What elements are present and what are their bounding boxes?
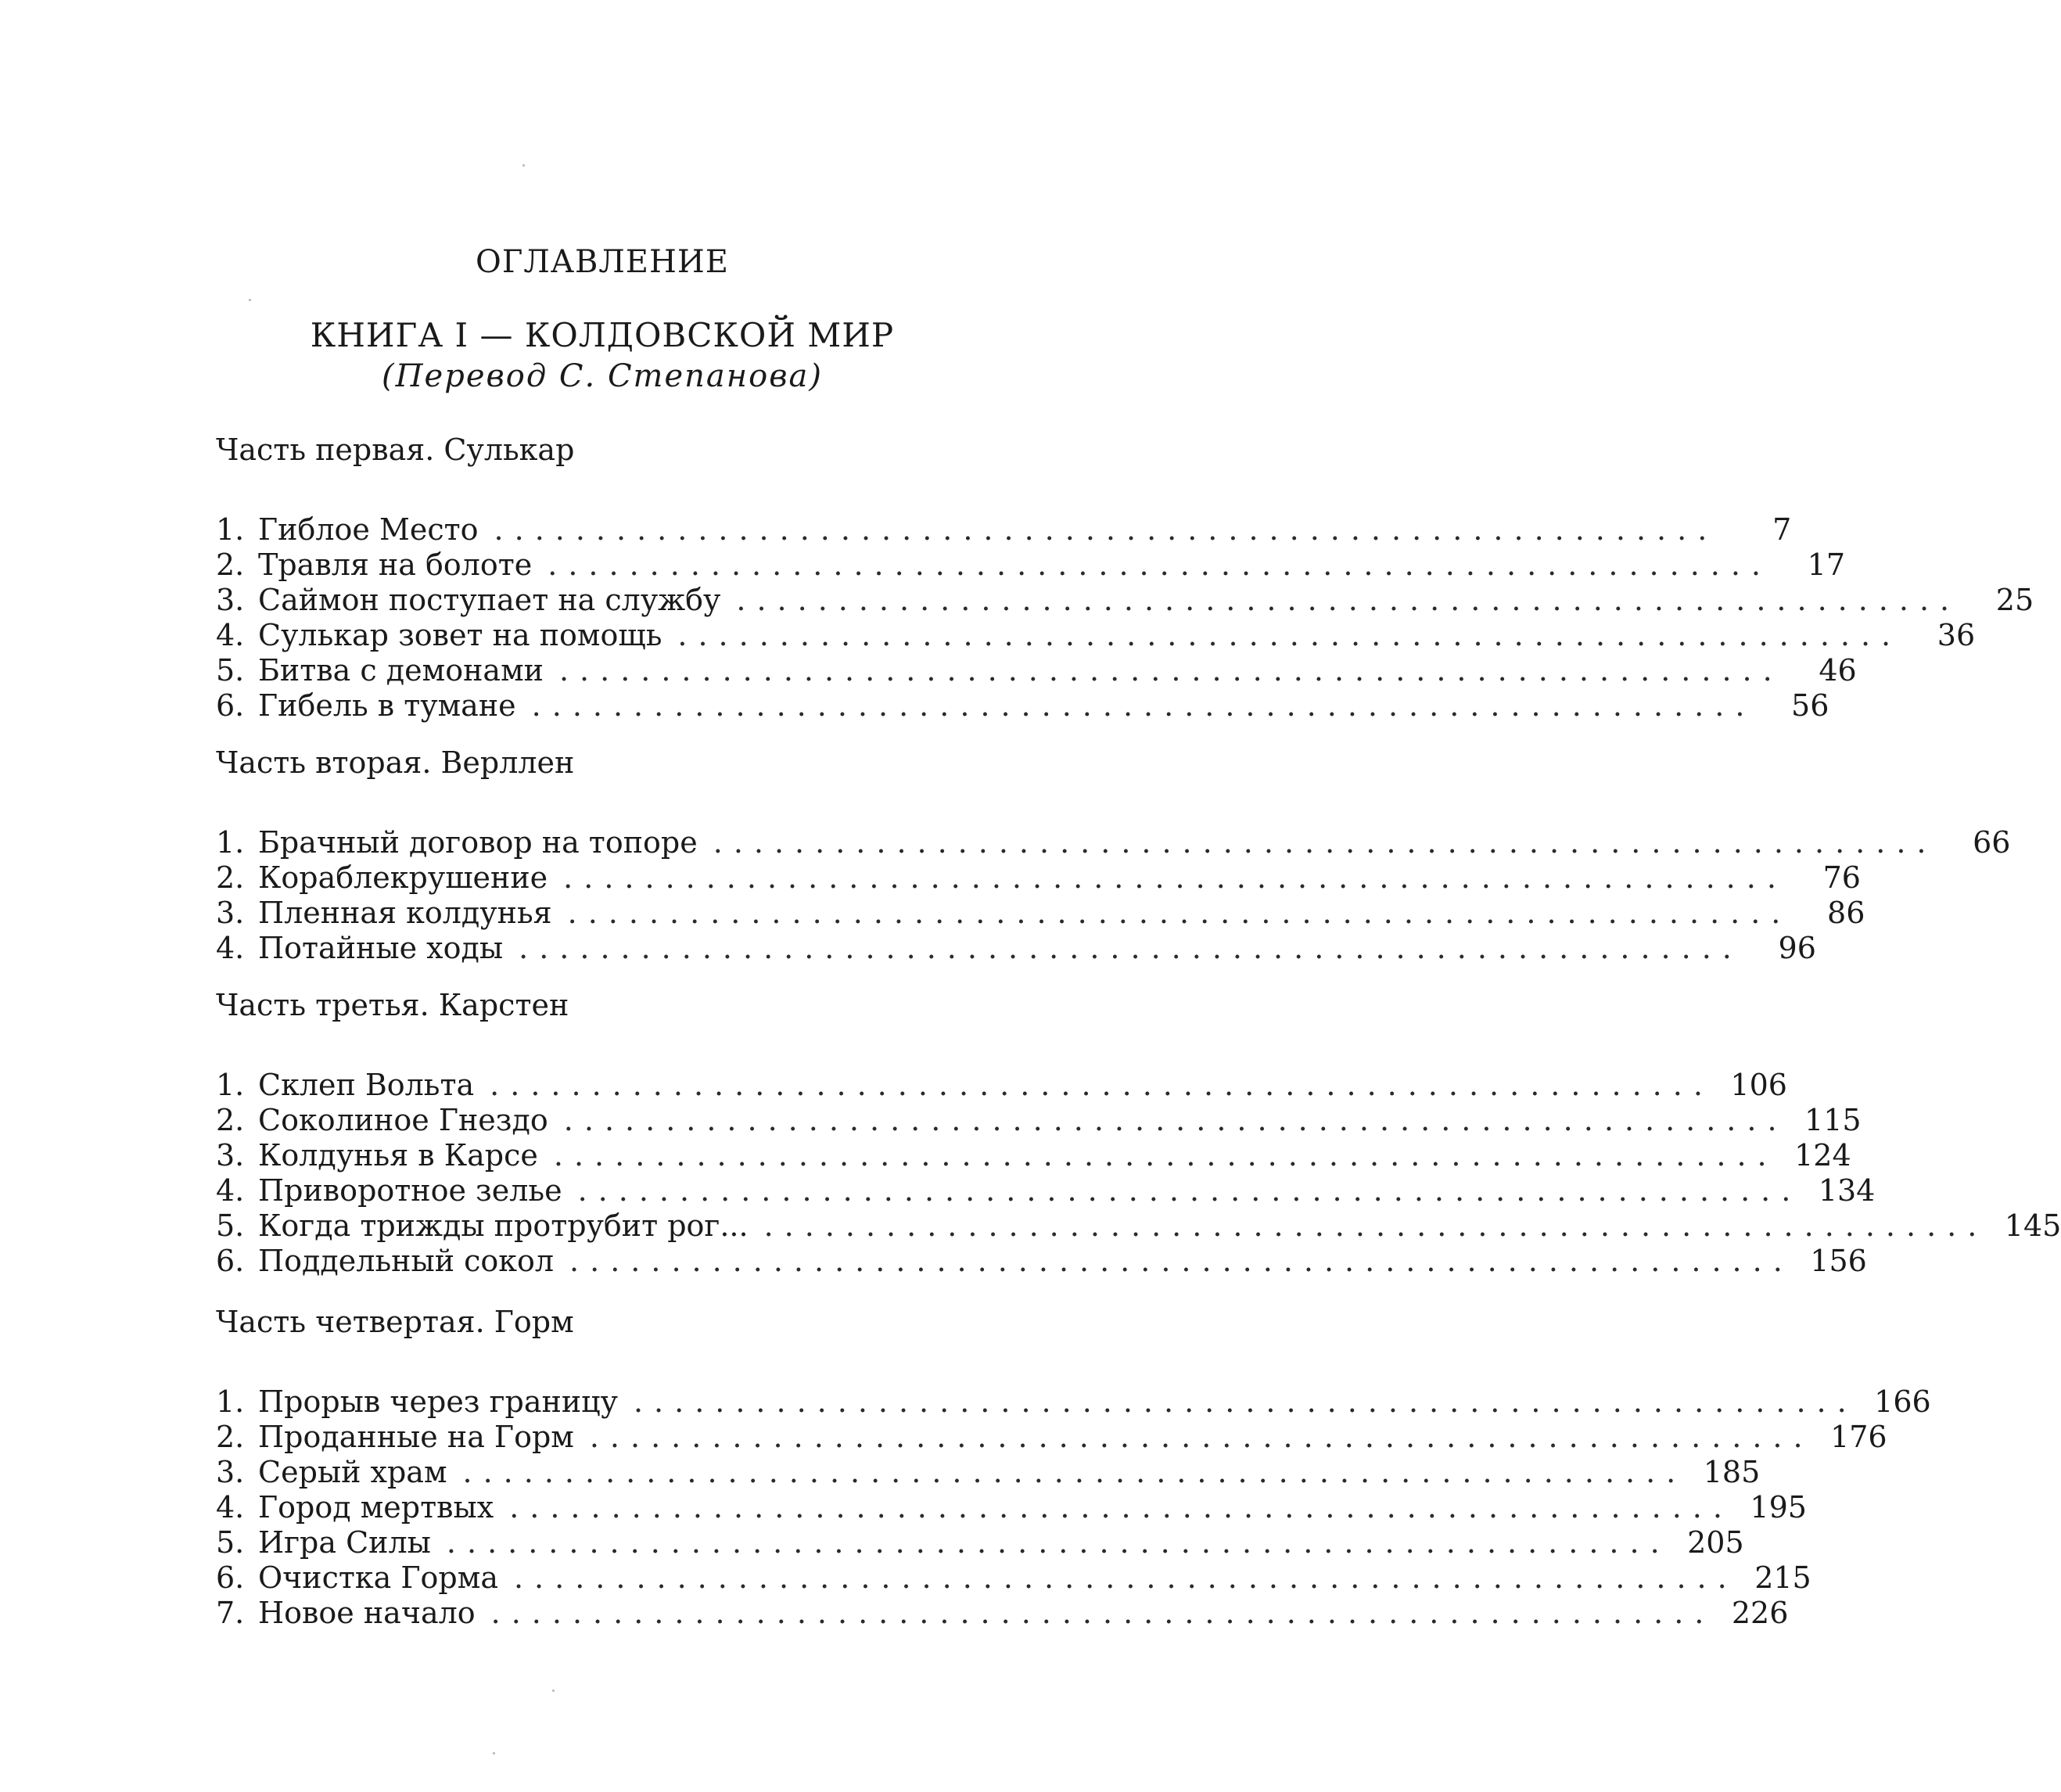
dot-leader: ............................................................	[494, 512, 1718, 547]
entry-page-number: 17	[1807, 548, 1846, 582]
toc-entry-list	[216, 1384, 1931, 1631]
toc-entry-list	[216, 825, 2011, 966]
entry-title: Поддельный сокол	[258, 1244, 555, 1278]
toc-entry	[216, 1384, 1931, 1420]
toc-entry	[216, 583, 2034, 618]
part-title: Часть третья. Карстен	[216, 988, 569, 1022]
entry-title: Брачный договор на топоре	[258, 825, 698, 860]
entry-number: 3.	[216, 1455, 245, 1489]
entry-title: Приворотное зелье	[258, 1173, 562, 1208]
entry-page-number: 145	[2004, 1208, 2061, 1243]
toc-entry	[216, 1490, 1807, 1525]
entry-page-number: 166	[1874, 1384, 1931, 1419]
dot-leader: ............................................................	[763, 1208, 1988, 1243]
dot-leader: ............................................................	[490, 1596, 1715, 1630]
entry-page-number: 7	[1772, 512, 1792, 547]
toc-heading: ОГЛАВЛЕНИЕ	[476, 244, 729, 280]
dot-leader: ............................................................	[569, 1244, 1794, 1278]
scan-speck	[249, 299, 251, 301]
part-title: Часть вторая. Верллен	[216, 745, 575, 780]
dot-leader: ............................................................	[553, 1138, 1778, 1173]
part-title: Часть первая. Сулькар	[216, 433, 575, 467]
dot-leader: ............................................................	[490, 1068, 1714, 1102]
translator-credit: (Перевод С. Степанова)	[382, 358, 823, 394]
entry-page-number: 106	[1730, 1068, 1787, 1102]
entry-page-number: 96	[1778, 931, 1816, 965]
toc-entry	[216, 896, 1865, 931]
toc-entry	[216, 1455, 1761, 1490]
entry-number: 2.	[216, 548, 245, 582]
dot-leader: ............................................................	[633, 1384, 1858, 1419]
toc-entry	[216, 1208, 2061, 1244]
toc-entry	[216, 548, 1846, 583]
dot-leader: ............................................................	[513, 1560, 1738, 1595]
dot-leader: ............................................................	[677, 618, 1902, 652]
entry-number: 6.	[216, 1560, 245, 1595]
dot-leader: ............................................................	[577, 1173, 1802, 1208]
entry-number: 7.	[216, 1596, 245, 1630]
entry-number: 2.	[216, 1420, 245, 1454]
entry-page-number: 46	[1819, 653, 1857, 688]
dot-leader: ............................................................	[462, 1455, 1687, 1489]
toc-entry	[216, 1138, 1851, 1173]
entry-title: Потайные ходы	[258, 931, 504, 965]
toc-entry	[216, 931, 1816, 966]
entry-number: 4.	[216, 1173, 245, 1208]
part-title: Часть четвертая. Горм	[216, 1305, 574, 1339]
toc-part-2	[216, 739, 2011, 966]
entry-title: Гиблое Место	[258, 512, 479, 547]
entry-number: 1.	[216, 512, 245, 547]
entry-title: Когда трижды протрубит рог...	[258, 1208, 749, 1243]
toc-entry	[216, 1173, 1876, 1208]
dot-leader: ............................................................	[446, 1525, 1671, 1560]
entry-number: 4.	[216, 1490, 245, 1524]
toc-entry	[216, 1103, 1862, 1138]
entry-title: Колдунья в Карсе	[258, 1138, 538, 1173]
toc-entry	[216, 653, 1857, 688]
entry-page-number: 66	[1973, 825, 2011, 860]
toc-part-3	[216, 982, 2061, 1279]
dot-leader: ............................................................	[558, 653, 1783, 688]
entry-number: 1.	[216, 825, 245, 860]
entry-number: 2.	[216, 1103, 245, 1137]
entry-number: 3.	[216, 583, 245, 617]
book-title: КНИГА I — КОЛДОВСКОЙ МИР	[310, 316, 895, 354]
toc-entry	[216, 1525, 1744, 1560]
dot-leader: ............................................................	[548, 548, 1772, 582]
dot-leader: ............................................................	[589, 1420, 1814, 1454]
toc-entry	[216, 1244, 1867, 1279]
entry-title: Проданные на Горм	[258, 1420, 574, 1454]
dot-leader: ............................................................	[519, 931, 1743, 965]
toc-entry	[216, 1068, 1787, 1103]
entry-title: Сулькар зовет на помощь	[258, 618, 662, 652]
entry-page-number: 134	[1818, 1173, 1876, 1208]
dot-leader: ............................................................	[563, 860, 1787, 895]
toc-entry	[216, 1420, 1887, 1455]
entry-number: 2.	[216, 860, 245, 895]
entry-page-number: 195	[1750, 1490, 1807, 1524]
entry-number: 4.	[216, 618, 245, 652]
entry-number: 3.	[216, 896, 245, 930]
entry-page-number: 215	[1754, 1560, 1811, 1595]
entry-page-number: 205	[1687, 1525, 1744, 1560]
scan-speck	[493, 1752, 495, 1754]
entry-title: Кораблекрушение	[258, 860, 548, 895]
entry-title: Новое начало	[258, 1596, 476, 1630]
entry-number: 3.	[216, 1138, 245, 1173]
entry-number: 5.	[216, 1525, 245, 1560]
toc-entry-list	[216, 512, 2034, 724]
entry-number: 5.	[216, 653, 245, 688]
entry-page-number: 76	[1822, 860, 1861, 895]
toc-entry	[216, 1596, 1789, 1631]
entry-page-number: 185	[1703, 1455, 1761, 1489]
entry-title: Очистка Горма	[258, 1560, 498, 1595]
entry-title: Игра Силы	[258, 1525, 431, 1560]
entry-number: 4.	[216, 931, 245, 965]
dot-leader: ............................................................	[736, 583, 1961, 617]
entry-title: Битва с демонами	[258, 653, 544, 688]
entry-title: Город мертвых	[258, 1490, 494, 1524]
dot-leader: ............................................................	[509, 1490, 1733, 1524]
entry-number: 6.	[216, 688, 245, 723]
toc-entry	[216, 860, 1861, 896]
entry-title: Травля на болоте	[258, 548, 533, 582]
toc-entry	[216, 825, 2011, 860]
dot-leader: ............................................................	[563, 1103, 1788, 1137]
entry-page-number: 176	[1830, 1420, 1887, 1454]
entry-page-number: 25	[1995, 583, 2034, 617]
toc-part-1	[216, 426, 2034, 724]
toc-entry	[216, 512, 1792, 548]
entry-title: Серый храм	[258, 1455, 447, 1489]
dot-leader: ............................................................	[531, 688, 1756, 723]
toc-entry-list	[216, 1068, 2061, 1279]
entry-number: 6.	[216, 1244, 245, 1278]
entry-title: Саймон поступает на службу	[258, 583, 721, 617]
entry-title: Пленная колдунья	[258, 896, 552, 930]
toc-part-4	[216, 1298, 1931, 1631]
entry-page-number: 86	[1827, 896, 1865, 930]
toc-entry	[216, 688, 1829, 724]
entry-title: Прорыв через границу	[258, 1384, 618, 1419]
entry-page-number: 115	[1804, 1103, 1862, 1137]
entry-page-number: 36	[1937, 618, 1976, 652]
entry-page-number: 124	[1794, 1138, 1851, 1173]
entry-page-number: 56	[1791, 688, 1829, 723]
scan-speck	[552, 1690, 555, 1692]
entry-title: Склеп Вольта	[258, 1068, 475, 1102]
entry-page-number: 226	[1731, 1596, 1789, 1630]
scan-speck	[522, 164, 525, 167]
dot-leader: ............................................................	[713, 825, 1937, 860]
toc-entry	[216, 618, 1976, 653]
entry-page-number: 156	[1810, 1244, 1867, 1278]
entry-number: 5.	[216, 1208, 245, 1243]
entry-number: 1.	[216, 1384, 245, 1419]
entry-title: Соколиное Гнездо	[258, 1103, 548, 1137]
entry-number: 1.	[216, 1068, 245, 1102]
dot-leader: ............................................................	[567, 896, 1792, 930]
entry-title: Гибель в тумане	[258, 688, 516, 723]
toc-entry	[216, 1560, 1811, 1596]
